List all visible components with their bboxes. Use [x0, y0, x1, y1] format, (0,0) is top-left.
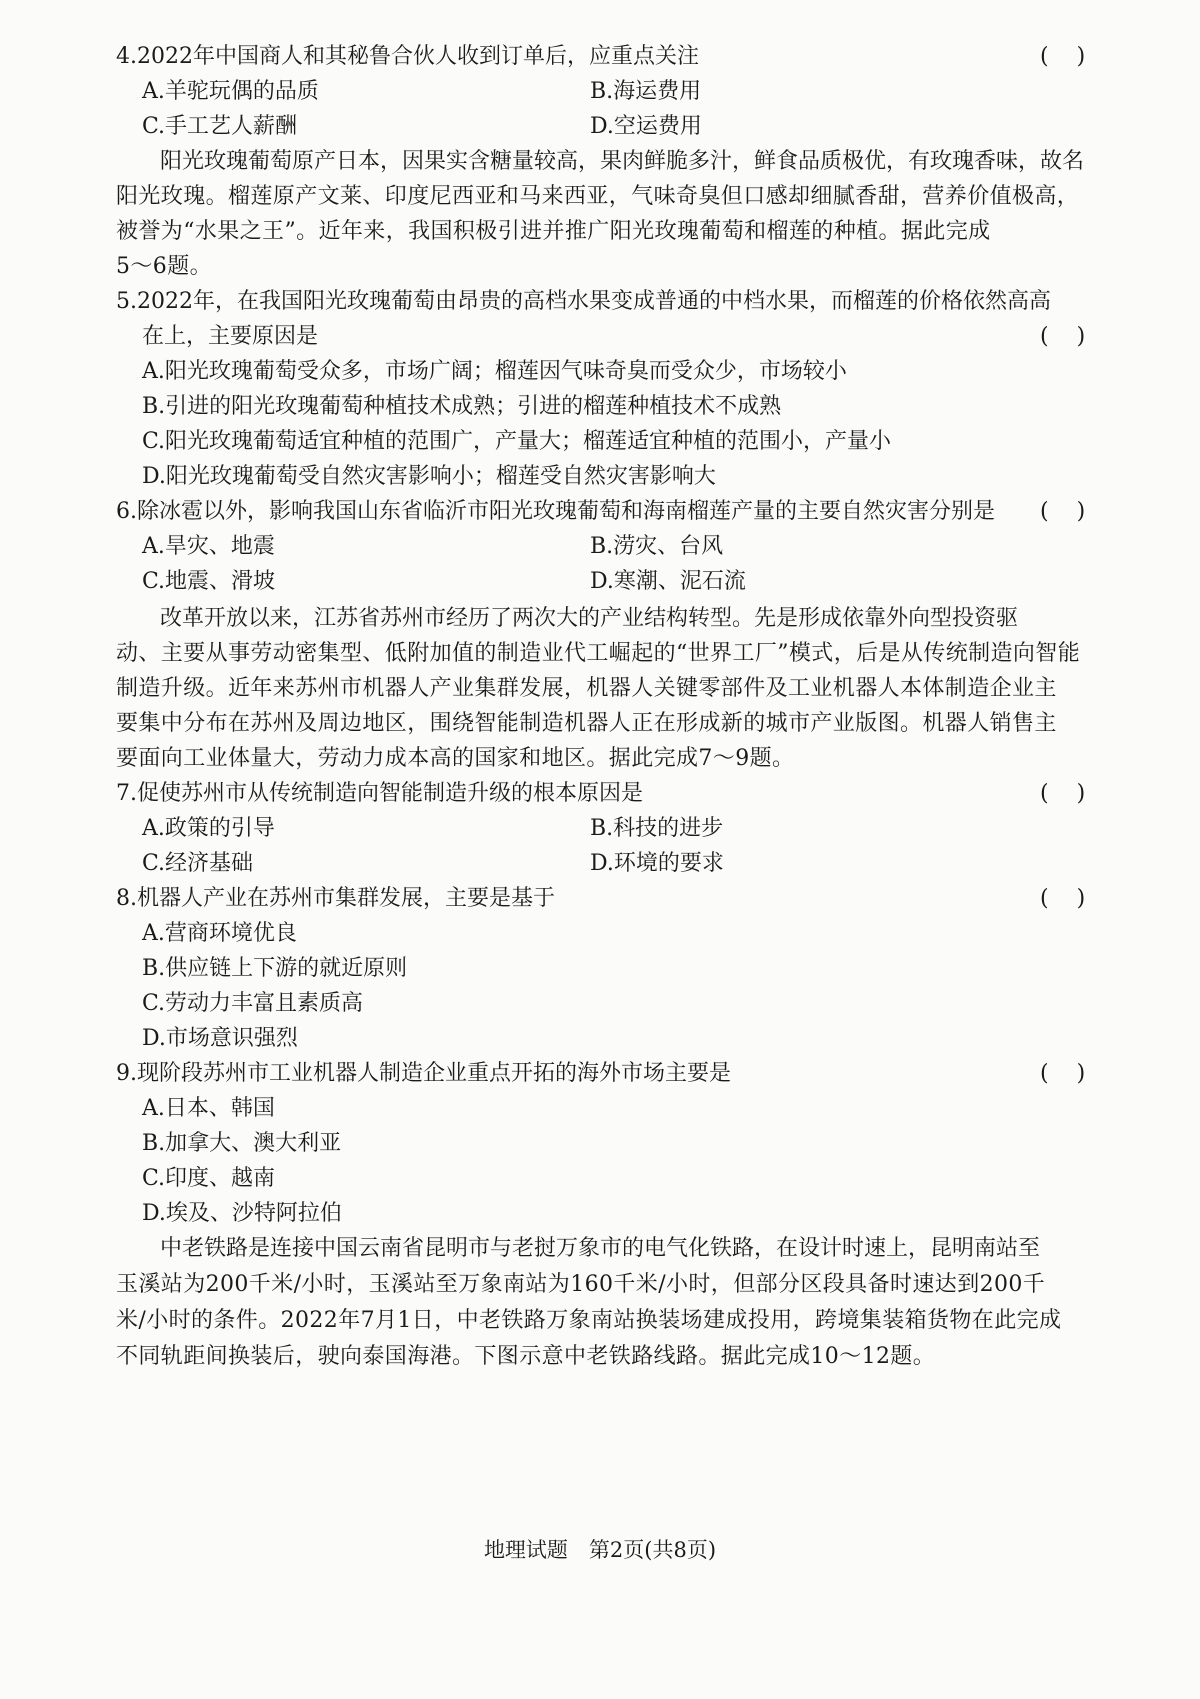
q4-option-b: B.海运费用: [590, 79, 702, 104]
q6-option-b: B.涝灾、台风: [590, 534, 724, 559]
q8-option-c: C.劳动力丰富且素质高: [142, 991, 364, 1016]
q5-stem-line2: 在上，主要原因是: [142, 324, 319, 349]
q4-option-d: D.空运费用: [590, 114, 702, 139]
q4-answer-paren: (): [1040, 44, 1114, 69]
q7-option-b: B.科技的进步: [590, 816, 724, 841]
passage1-line: 阳光玫瑰葡萄原产日本，因果实含糖量较高，果肉鲜脆多汁，鲜食品质极优，有玫瑰香味，故名: [160, 149, 1085, 174]
passage3-line: 玉溪站为200千米/小时，玉溪站至万象南站为160千米/小时，但部分区段具备时速达到200千: [116, 1272, 1046, 1297]
passage3-line: 不同轨距间换装后，驶向泰国海港。下图示意中老铁路线路。据此完成10～12题。: [116, 1344, 936, 1369]
passage3-line: 米/小时的条件。2022年7月1日，中老铁路万象南站换装场建成投用，跨境集装箱货物在此完成: [116, 1308, 1062, 1333]
q6-answer-paren: (): [1040, 499, 1114, 524]
passage3-line: 中老铁路是连接中国云南省昆明市与老挝万象市的电气化铁路，在设计时速上，昆明南站至: [160, 1236, 1041, 1261]
passage2-line: 要集中分布在苏州及周边地区，围绕智能制造机器人正在形成新的城市产业版图。机器人销售主: [116, 711, 1057, 736]
q5-option-d: D.阳光玫瑰葡萄受自然灾害影响小；榴莲受自然灾害影响大: [142, 464, 716, 489]
q4-stem: 4.2022年中国商人和其秘鲁合伙人收到订单后，应重点关注: [116, 44, 699, 69]
q7-option-c: C.经济基础: [142, 851, 254, 876]
passage2-line: 要面向工业体量大，劳动力成本高的国家和地区。据此完成7～9题。: [116, 746, 795, 771]
passage2-line: 动、主要从事劳动密集型、低附加值的制造业代工崛起的“世界工厂”模式，后是从传统制造向智能: [116, 641, 1081, 666]
q5-option-c: C.阳光玫瑰葡萄适宜种植的范围广，产量大；榴莲适宜种植的范围小，产量小: [142, 429, 892, 454]
q9-option-d: D.埃及、沙特阿拉伯: [142, 1201, 342, 1226]
q9-stem: 9.现阶段苏州市工业机器人制造企业重点开拓的海外市场主要是: [116, 1061, 731, 1086]
passage2-line: 改革开放以来，江苏省苏州市经历了两次大的产业结构转型。先是形成依靠外向型投资驱: [160, 606, 1019, 631]
q9-option-b: B.加拿大、澳大利亚: [142, 1131, 342, 1156]
q6-stem: 6.除冰雹以外，影响我国山东省临沂市阳光玫瑰葡萄和海南榴莲产量的主要自然灾害分别是: [116, 499, 995, 524]
passage2-line: 制造升级。近年来苏州市机器人产业集群发展，机器人关键零部件及工业机器人本体制造企业主: [116, 676, 1057, 701]
q9-answer-paren: (): [1040, 1061, 1114, 1086]
passage1-line: 5～6题。: [116, 254, 212, 279]
q5-answer-paren: (): [1040, 324, 1114, 349]
q8-option-d: D.市场意识强烈: [142, 1026, 298, 1051]
q6-option-d: D.寒潮、泥石流: [590, 569, 746, 594]
q5-option-b: B.引进的阳光玫瑰葡萄种植技术成熟；引进的榴莲种植技术不成熟: [142, 394, 782, 419]
passage1-line: 阳光玫瑰。榴莲原产文莱、印度尼西亚和马来西亚，气味奇臭但口感却细腻香甜，营养价值极高，: [116, 184, 1080, 209]
q6-option-c: C.地震、滑坡: [142, 569, 276, 594]
q5-option-a: A.阳光玫瑰葡萄受众多，市场广阔；榴莲因气味奇臭而受众少，市场较小: [142, 359, 847, 384]
q6-option-a: A.旱灾、地震: [142, 534, 275, 559]
page-footer: 地理试题 第2页(共8页): [483, 1538, 717, 1562]
q9-option-a: A.日本、韩国: [142, 1096, 275, 1121]
q8-answer-paren: (): [1040, 886, 1114, 911]
q8-stem: 8.机器人产业在苏州市集群发展，主要是基于: [116, 886, 555, 911]
q5-stem-line1: 5.2022年，在我国阳光玫瑰葡萄由昂贵的高档水果变成普通的中档水果，而榴莲的价格依然高高: [116, 289, 1051, 314]
q7-answer-paren: (): [1040, 781, 1114, 806]
q7-stem: 7.促使苏州市从传统制造向智能制造升级的根本原因是: [116, 781, 643, 806]
q7-option-a: A.政策的引导: [142, 816, 275, 841]
q4-option-a: A.羊驼玩偶的品质: [142, 79, 319, 104]
q8-option-b: B.供应链上下游的就近原则: [142, 956, 408, 981]
q4-option-c: C.手工艺人薪酬: [142, 114, 298, 139]
q8-option-a: A.营商环境优良: [142, 921, 297, 946]
q7-option-d: D.环境的要求: [590, 851, 724, 876]
passage1-line: 被誉为“水果之王”。近年来，我国积极引进并推广阳光玫瑰葡萄和榴莲的种植。据此完成: [116, 219, 991, 244]
q9-option-c: C.印度、越南: [142, 1166, 276, 1191]
